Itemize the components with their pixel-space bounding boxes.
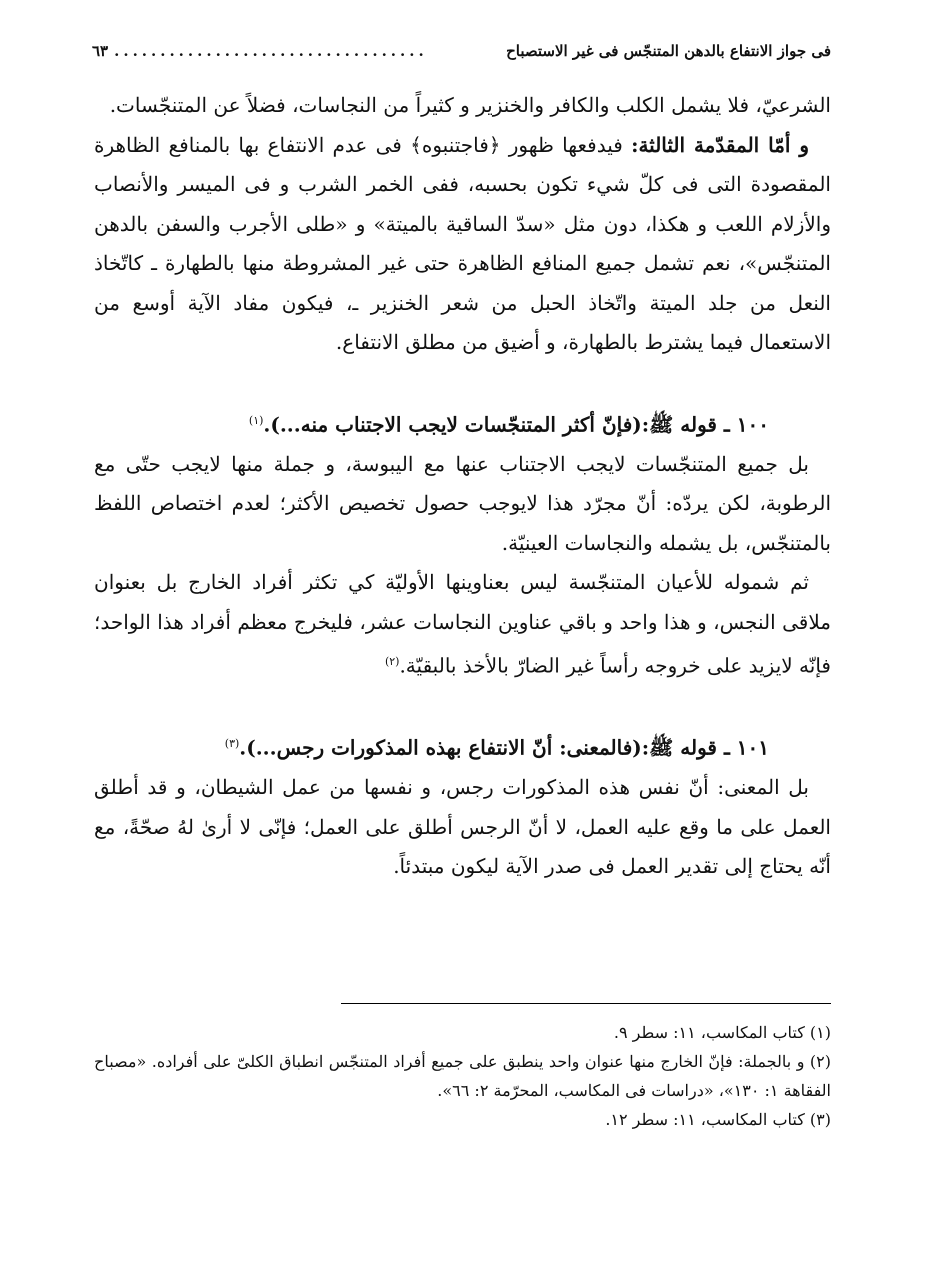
footnote-ref-3[interactable]: (٣) <box>224 737 240 751</box>
section-100-paragraph-2 <box>94 563 831 686</box>
paragraph-continuation: الشرعيّ، فلا يشمل الكلب والكافر والخنزير و كثيراً من النجاسات، فضلاً عن المتنجّسات. <box>109 93 831 117</box>
footnote-separator <box>341 1003 831 1004</box>
paragraph-third-premise <box>94 126 831 363</box>
footnote-2: (٢) و بالجملة: فإنّ الخارج منها عنوان واحد ينطبق على جميع أفراد المتنجّس انطباق الكلىّ على أفراده. «مصباح الفقاهة ١: ١٣٠»، «دراسات فى المكاسب، المحرّمة ٢: ٦٦». <box>94 1052 832 1100</box>
footnotes <box>94 1018 831 1134</box>
main-text <box>94 86 831 887</box>
section-100-heading <box>94 401 831 445</box>
page-number: ٦٣ <box>92 42 109 60</box>
running-header <box>92 34 831 60</box>
section-100-paragraph-2-text: ثم شموله للأعيان المتنجّسة ليس بعناوينها الأوليّة كي تكثر أفراد الخارج بل بعنوان ملاقى النجس، و هذا واحد و باقي عناوين النجاسات عشر، فليخرج معظم أفراد هذا الواحد؛ فإنّه لايزيد على خروجه رأساً غير الضارّ بالأخذ بالبقيّة. <box>94 570 831 678</box>
footnote-ref-1[interactable]: (١) <box>248 413 264 427</box>
footnote-3: (٣) كتاب المكاسب، ١١: سطر ١٢. <box>605 1110 831 1129</box>
section-101-paragraph-1: بل المعنى: أنّ نفس هذه المذكورات رجس، و نفسها من عمل الشيطان، و قد أطلق العمل على ما وقع عليه العمل، لا أنّ الرجس أطلق على العمل؛ فإنّى لا أرىٰ لهُ صحّةً، مع أنّه يحتاج إلى تقدير العمل فى صدر الآية ليكون مبتدئاً. <box>94 775 831 879</box>
footnote-1: (١) كتاب المكاسب، ١١: سطر ٩. <box>613 1023 831 1042</box>
section-101-heading <box>94 724 831 768</box>
section-101-heading-text: ١٠١ ـ قوله ﷺ:(فالمعنى: أنّ الانتفاع بهذه المذكورات رجس...). <box>239 735 769 760</box>
section-100-heading-text: ١٠٠ ـ قوله ﷺ:(فإنّ أكثر المتنجّسات لايجب الاجتناب منه...). <box>263 412 769 437</box>
running-head-title: فى جواز الانتفاع بالدهن المتنجّس فى غير الاستصباح <box>506 42 831 60</box>
footnote-ref-2[interactable]: (٢) <box>384 655 400 669</box>
running-head-leader-dots: .................................. <box>114 42 428 60</box>
third-premise-text: فيدفعها ظهور ﴿فاجتنبوه﴾ فى عدم الانتفاع بها بالمنافع الظاهرة المقصودة التى فى كلّ شيء تكون بحسبه، ففى الخمر الشرب و فى الميسر والأنصاب والأزلام اللعب و هكذا، دون مثل «سدّ الساقية بالميتة» و «طلى الأجرب والسفن بالدهن المتنجّس»، نعم تشمل جميع المنافع الظاهرة حتى غير المشروطة منها بالطهارة ـ كاتّخاذ النعل من جلد الميتة واتّخاذ الحبل من شعر الخنزير ـ، فيكون مفاد الآية أوسع من الاستعمال فيما يشترط بالطهارة، و أضيق من مطلق الانتفاع. <box>94 132 831 354</box>
section-100-paragraph-1: بل جميع المتنجّسات لايجب الاجتناب عنها مع اليبوسة، و جملة منها لايجب حتّى مع الرطوبة، لكن يردّه: أنّ مجرّد هذا لايوجب حصول تخصيص الأكثر؛ لعدم اختصاص اللفظ بالمتنجّس، بل يشمله والنجاسات العينيّة. <box>94 451 831 555</box>
third-premise-lead: و أمّا المقدّمة الثالثة: <box>631 132 809 157</box>
